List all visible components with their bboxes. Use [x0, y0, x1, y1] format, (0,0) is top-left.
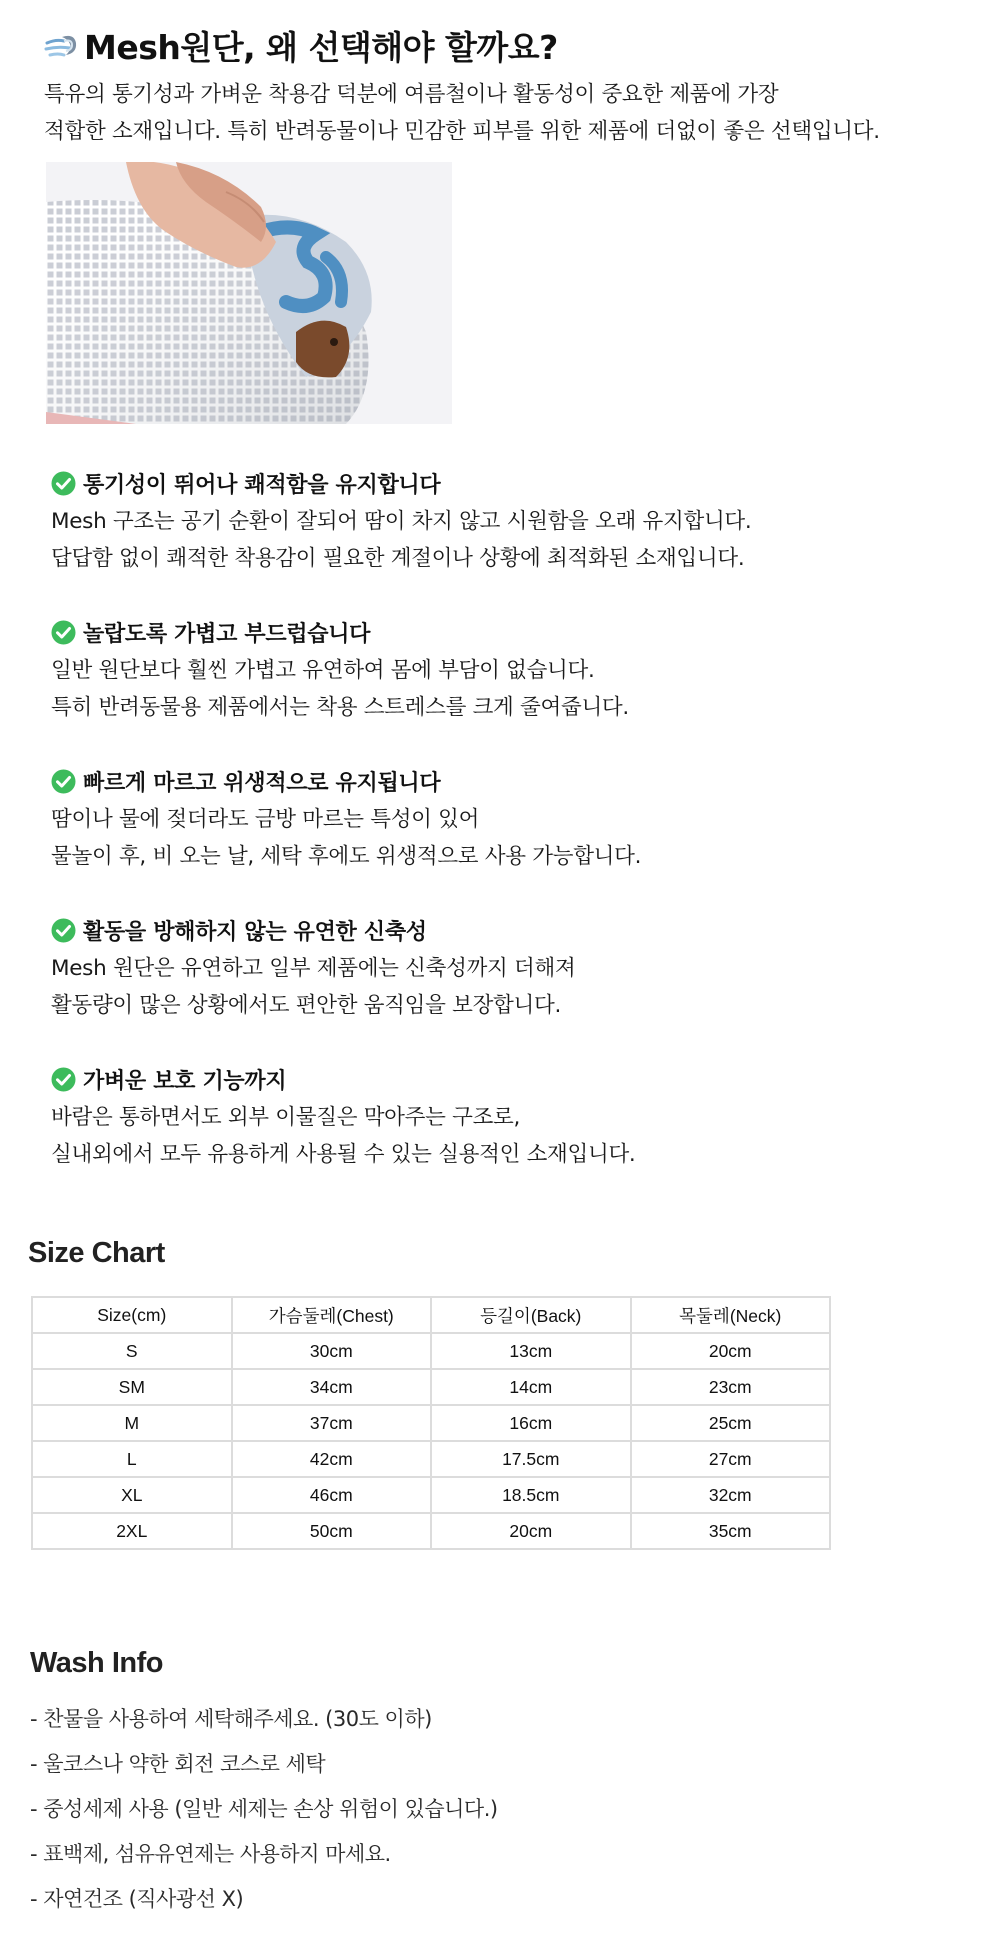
table-row: [32, 1405, 830, 1441]
feature-item: [51, 910, 951, 1059]
table-cell: 27cm: [631, 1441, 831, 1477]
feature-description: 실내외에서 모두 유용하게 사용될 수 있는 실용적인 소재입니다.: [51, 1142, 636, 1167]
list-item: - 표백제, 섬유유연제는 사용하지 마세요.: [30, 1842, 391, 1866]
table-row: [32, 1441, 830, 1477]
table-cell: 34cm: [232, 1369, 431, 1405]
feature-description: 특히 반려동물용 제품에서는 착용 스트레스를 크게 줄여줍니다.: [51, 695, 629, 720]
feature-title: 빠르게 마르고 위생적으로 유지됩니다: [83, 770, 441, 796]
column-header: Size(cm): [32, 1297, 232, 1333]
table-cell: 16cm: [431, 1405, 630, 1441]
check-circle-icon: [51, 471, 76, 496]
table-cell: M: [32, 1405, 232, 1441]
table-cell: 20cm: [631, 1333, 831, 1369]
list-item: - 자연건조 (직사광선 X): [30, 1887, 244, 1911]
table-row: [32, 1333, 830, 1369]
column-header: 등길이(Back): [431, 1297, 630, 1333]
intro-paragraph: [44, 76, 984, 150]
table-cell: XL: [32, 1477, 232, 1513]
feature-item: [51, 1059, 951, 1208]
table-row: [32, 1369, 830, 1405]
table-cell: S: [32, 1333, 232, 1369]
mesh-fabric-photo: [46, 162, 452, 424]
feature-item: [51, 612, 951, 761]
table-cell: 32cm: [631, 1477, 831, 1513]
feature-title: 가벼운 보호 기능까지: [83, 1068, 287, 1094]
column-header: 목둘레(Neck): [631, 1297, 831, 1333]
table-cell: 50cm: [232, 1513, 431, 1549]
feature-title: 통기성이 뛰어나 쾌적함을 유지합니다: [83, 472, 441, 498]
feature-description: 일반 원단보다 훨씬 가볍고 유연하여 몸에 부담이 없습니다.: [51, 658, 595, 683]
table-header-row: [32, 1297, 830, 1333]
table-cell: SM: [32, 1369, 232, 1405]
table-cell: 42cm: [232, 1441, 431, 1477]
list-item: - 울코스나 약한 회전 코스로 세탁: [30, 1752, 326, 1776]
table-row: [32, 1477, 830, 1513]
table-row: [32, 1513, 830, 1549]
table-cell: 2XL: [32, 1513, 232, 1549]
page-title-text: Mesh원단, 왜 선택해야 할까요?: [84, 28, 558, 67]
feature-title: 놀랍도록 가볍고 부드럽습니다: [83, 621, 371, 647]
feature-item: [51, 463, 951, 612]
size-chart-table: [31, 1296, 831, 1550]
intro-line: 적합한 소재입니다. 특히 반려동물이나 민감한 피부를 위한 제품에 더없이 좋은 선택입니다.: [44, 119, 880, 144]
wind-icon: [44, 29, 80, 63]
feature-description: Mesh 구조는 공기 순환이 잘되어 땀이 차지 않고 시원함을 오래 유지합니다.: [51, 509, 752, 534]
wash-info-heading: Wash Info: [30, 1647, 163, 1679]
list-item: - 찬물을 사용하여 세탁해주세요. (30도 이하): [30, 1707, 432, 1731]
column-header: 가슴둘레(Chest): [232, 1297, 431, 1333]
feature-description: 물놀이 후, 비 오는 날, 세탁 후에도 위생적으로 사용 가능합니다.: [51, 844, 642, 869]
page-title: [44, 22, 558, 69]
table-cell: L: [32, 1441, 232, 1477]
feature-description: 답답함 없이 쾌적한 착용감이 필요한 계절이나 상황에 최적화된 소재입니다.: [51, 546, 745, 571]
feature-item: [51, 761, 951, 910]
check-circle-icon: [51, 1067, 76, 1092]
table-cell: 46cm: [232, 1477, 431, 1513]
intro-line: 특유의 통기성과 가벼운 착용감 덕분에 여름철이나 활동성이 중요한 제품에 가장: [44, 82, 779, 107]
table-cell: 14cm: [431, 1369, 630, 1405]
feature-description: 바람은 통하면서도 외부 이물질은 막아주는 구조로,: [51, 1105, 521, 1130]
table-cell: 13cm: [431, 1333, 630, 1369]
list-item: - 중성세제 사용 (일반 세제는 손상 위험이 있습니다.): [30, 1797, 498, 1821]
table-cell: 25cm: [631, 1405, 831, 1441]
table-cell: 30cm: [232, 1333, 431, 1369]
table-cell: 23cm: [631, 1369, 831, 1405]
feature-description: 땀이나 물에 젖더라도 금방 마르는 특성이 있어: [51, 807, 480, 832]
feature-description: Mesh 원단은 유연하고 일부 제품에는 신축성까지 더해져: [51, 956, 576, 981]
table-cell: 37cm: [232, 1405, 431, 1441]
feature-description: 활동량이 많은 상황에서도 편안한 움직임을 보장합니다.: [51, 993, 561, 1018]
feature-title: 활동을 방해하지 않는 유연한 신축성: [83, 919, 427, 945]
wash-info-list: [30, 1697, 498, 1922]
table-cell: 17.5cm: [431, 1441, 630, 1477]
table-cell: 35cm: [631, 1513, 831, 1549]
size-chart-heading: Size Chart: [28, 1237, 165, 1269]
feature-list: [51, 463, 951, 1208]
check-circle-icon: [51, 769, 76, 794]
check-circle-icon: [51, 918, 76, 943]
table-cell: 18.5cm: [431, 1477, 630, 1513]
check-circle-icon: [51, 620, 76, 645]
table-cell: 20cm: [431, 1513, 630, 1549]
